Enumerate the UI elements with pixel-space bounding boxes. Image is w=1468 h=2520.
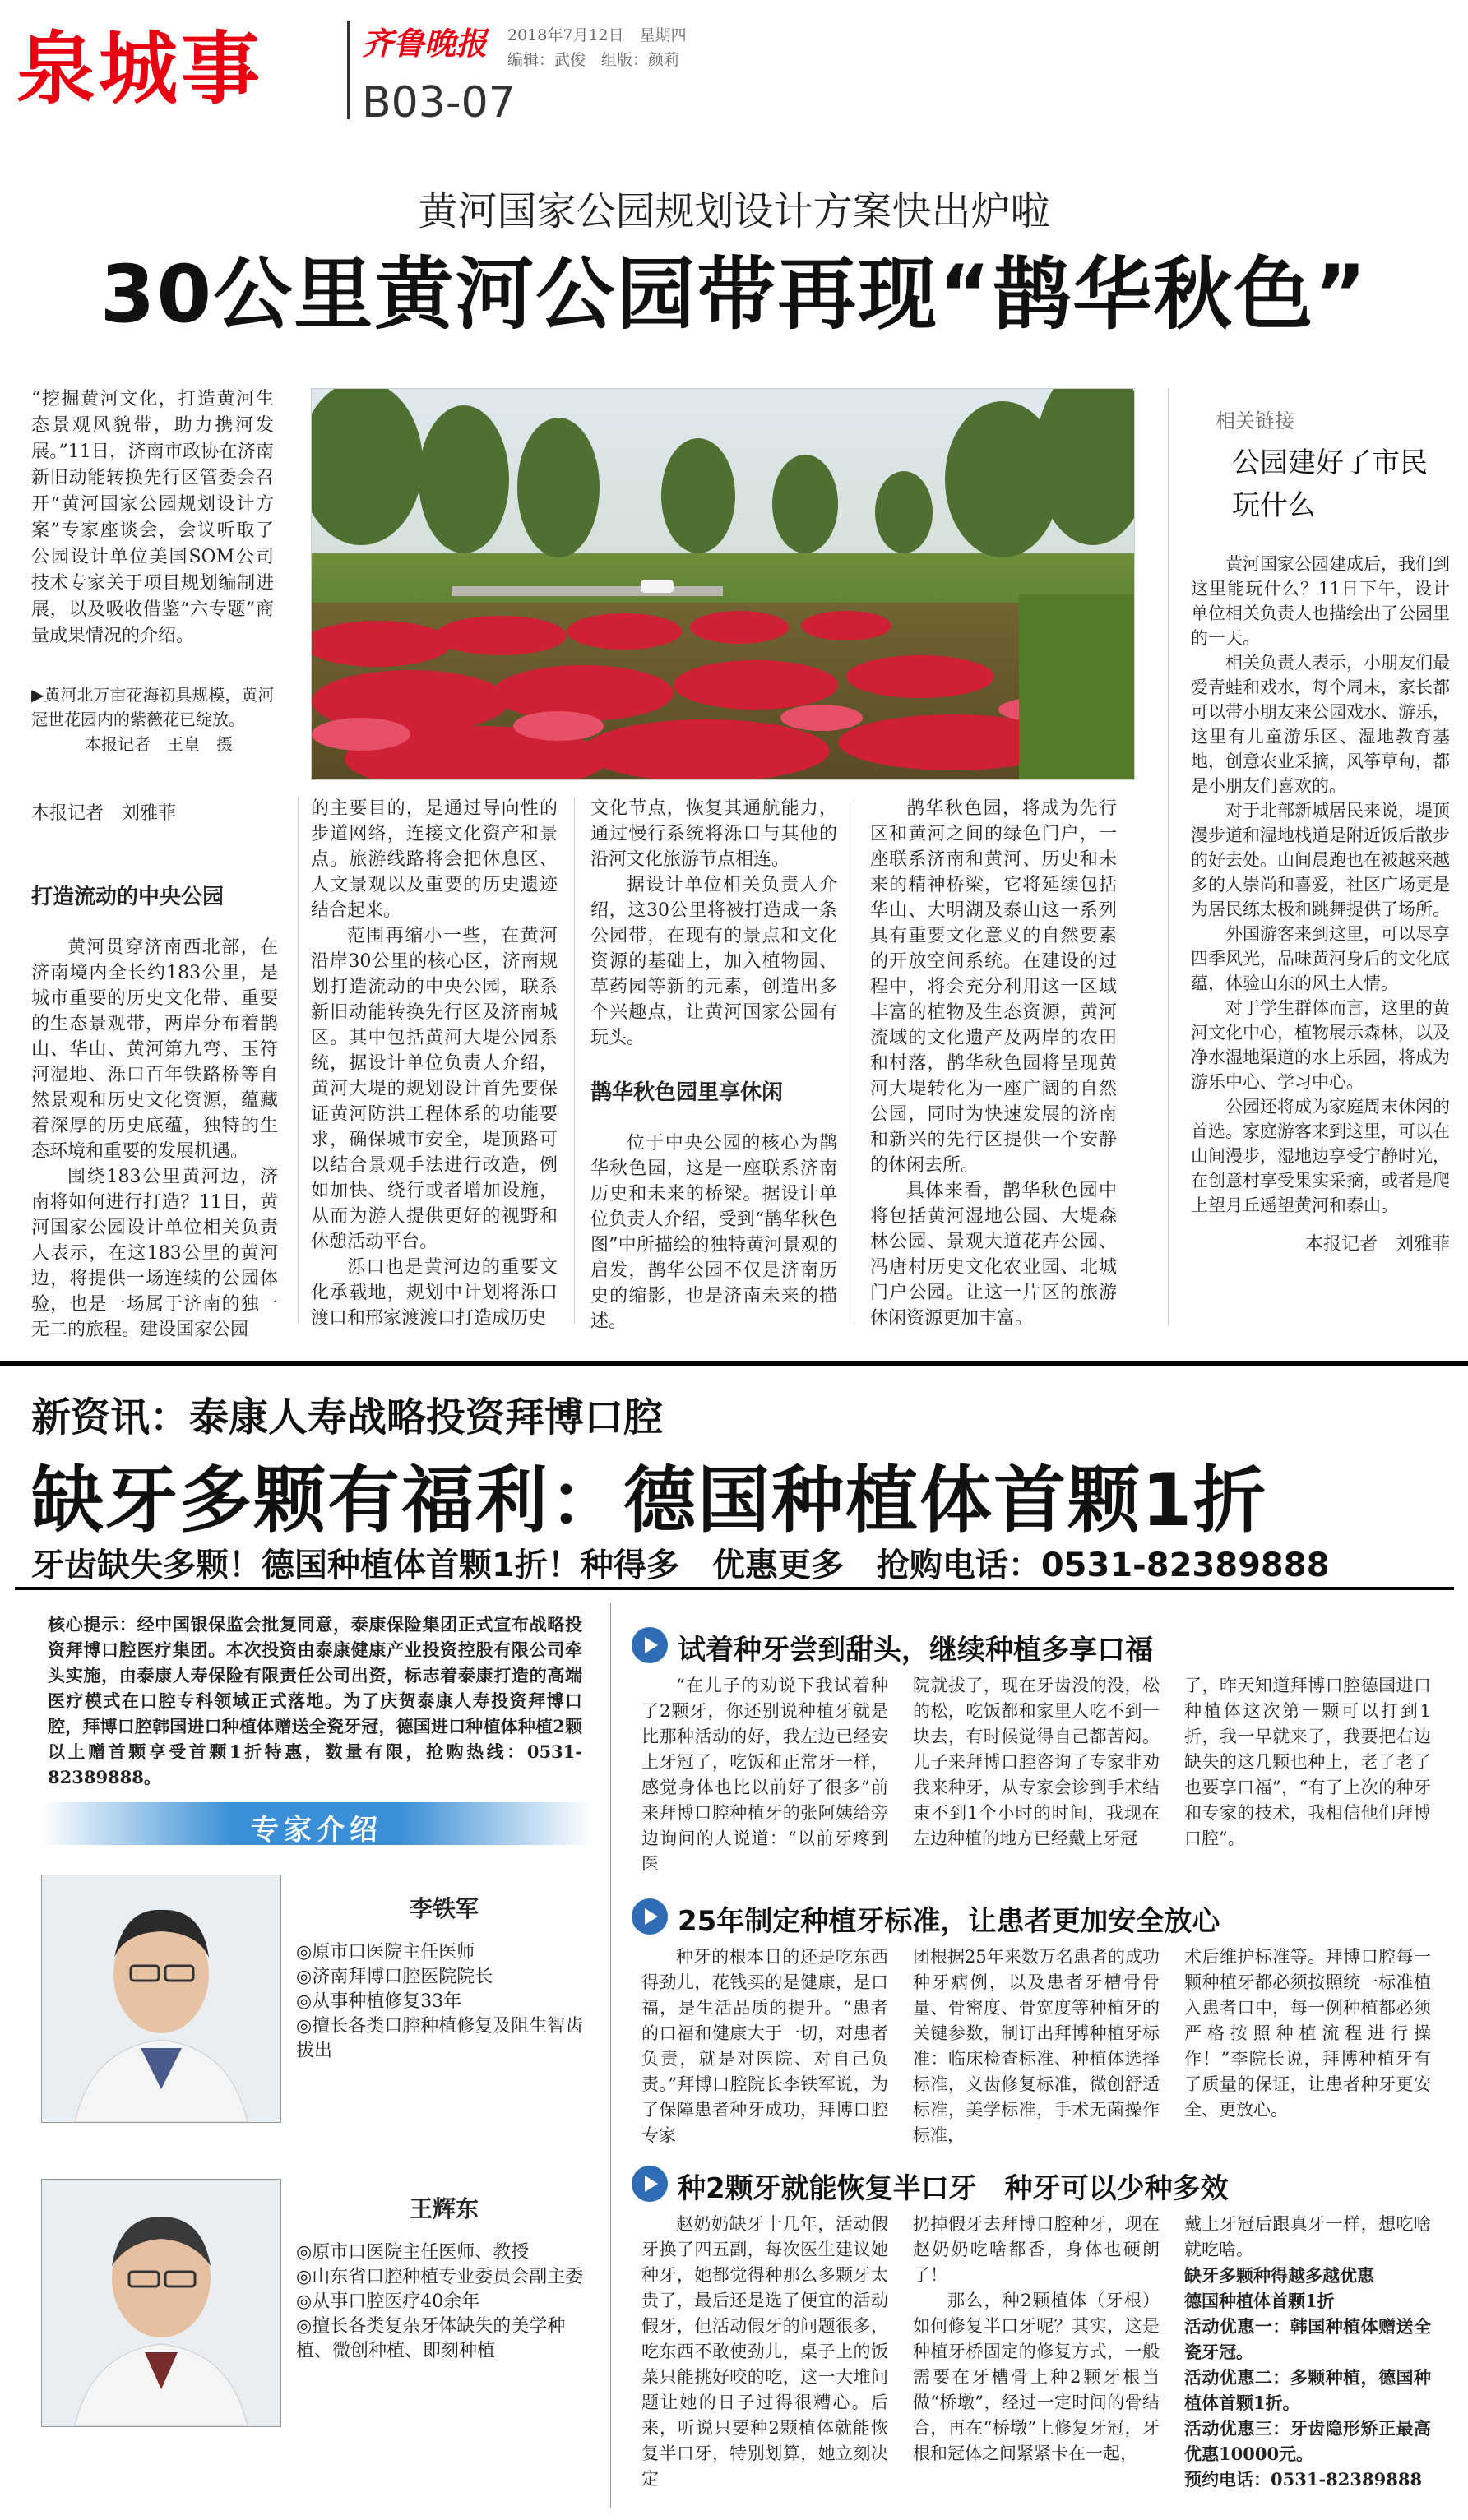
ad-offer: 德国种植体首颗1折	[1184, 2291, 1335, 2311]
photo-credit: 本报记者 王皇 摄	[85, 734, 233, 754]
article-byline: 本报记者 刘雅菲	[31, 803, 177, 824]
ad-section1-bar	[632, 1624, 1446, 1667]
column-paragraph: 鹊华秋色园，将成为先行区和黄河之间的绿色门户，一座联系济南和黄河、历史和未来的精神桥梁，它将延续包括华山、大明湖及泰山这一系列具有重要文化意义的自然要素的开放空间系统。在建设的过程中，将会充分利用这一区域丰富的植物及生态资源，黄河流域的文化遗产及两岸的农田和村落，鹊华秋色园将呈现黄河大堤转化为一座广阔的自然公园，同时为快速发展的济南和新兴的先行区提供一个安静的休闲去所。	[870, 798, 1117, 1176]
expert1-credential: ◎原市口医院主任医师	[296, 1942, 475, 1963]
sidebar-paragraph: 对于北部新城居民来说，堤顶漫步道和湿地栈道是附近饭后散步的好去处。山间晨跑也在被越来越多的人崇尚和喜爱，社区广场更是为居民练太极和跳舞提供了场所。	[1191, 801, 1450, 919]
expert2-name: 王辉东	[409, 2195, 479, 2222]
column-subhead: 鹊华秋色园里享休闲	[590, 1080, 784, 1105]
article-kicker: 黄河国家公园规划设计方案快出炉啦	[418, 188, 1050, 234]
section-name: 泉城事	[16, 23, 263, 115]
column-subhead: 打造流动的中央公园	[31, 885, 225, 909]
expert1-credential: ◎济南拜博口腔医院院长	[296, 1967, 493, 1987]
ad-section1-col3	[1184, 1673, 1431, 1852]
column-paragraph: 黄河贯穿济南西北部，在济南境内全长约183公里，是城市重要的历史文化带、重要的生态景观带，两岸分布着鹊山、华山、黄河第九弯、玉符河湿地、泺口百年铁路桥等自然景观和历史文化资源，蕴藏着深厚的历史底蕴，独特的生态环境和重要的发展机遇。	[31, 937, 278, 1162]
expert2-credential: ◎原市口医院主任医师、教授	[296, 2242, 530, 2263]
ad-section2-title: 25年制定种植牙标准，让患者更加安全放心	[678, 1905, 1220, 1938]
play-arrow-icon	[632, 1898, 668, 1935]
play-arrow-icon	[632, 2166, 668, 2202]
photo-caption-text: ▶黄河北万亩花海初具规模，黄河冠世花园内的紫薇花已绽放。	[31, 685, 275, 729]
expert2-photo	[41, 2179, 281, 2427]
expert1-credential: ◎擅长各类口腔种植修复及阻生智齿拔出	[296, 2016, 584, 2061]
page-number: B03-07	[362, 78, 516, 127]
ad-offer: 活动优惠二：多颗种植，德国种植体首颗1折。	[1184, 2367, 1431, 2413]
ad-section1-col1	[641, 1673, 888, 1877]
ad-paragraph: 那么，种2颗植体（牙根）如何修复半口牙呢？其实，这是种植牙桥固定的修复方式，一般需要在牙槽骨上种2颗牙根当做“桥墩”，经过一定时间的骨结合，再在“桥墩”上修复牙冠，牙根和冠体之间紧紧卡在一起，	[913, 2291, 1160, 2463]
expert2-credentials	[296, 2240, 592, 2364]
ad-paragraph: 院就拔了，现在牙齿没的没，松的松，吃饭都和家里人吃不到一块去，有时候觉得自己都苦闷。儿子来拜博口腔咨询了专家非劝我来种牙，从专家会诊到手术结束不到1个小时的时间，我现在左边种植的地方已经戴上牙冠	[913, 1676, 1160, 1848]
column-paragraph: 围绕183公里黄河边，济南将如何进行打造？11日，黄河国家公园设计单位相关负责人表示，在这183公里的黄河边，将提供一场连续的公园体验，也是一场属于济南的独一无二的旅程。建设国家公园	[31, 1167, 278, 1340]
masthead-divider	[347, 21, 350, 119]
expert1-photo	[41, 1875, 281, 2123]
expert1-portrait	[42, 1875, 280, 2122]
article-headline: 30公里黄河公园带再现“鹊华秋色”	[100, 248, 1368, 340]
article-column-4	[870, 796, 1117, 1331]
sidebar-paragraph: 黄河国家公园建成后，我们到这里能玩什么？11日下午，设计单位相关负责人也描绘出了公园里的一天。	[1191, 554, 1450, 648]
expert-banner-label: 专家介绍	[251, 1814, 382, 1847]
column-paragraph: 位于中央公园的核心为鹊华秋色园，这是一座联系济南历史和未来的桥梁。据设计单位负责人介绍，受到“鹊华秋色图”中所描绘的独特黄河景观的启发，鹊华公园不仅是济南历史的缩影，也是济南未来的描述。	[590, 1133, 837, 1332]
ad-offer: 活动优惠一：韩国种植体赠送全瓷牙冠。	[1184, 2316, 1431, 2362]
expert2-credential: ◎山东省口腔种植专业委员会副主委	[296, 2267, 584, 2287]
related-link-sidebar	[1191, 388, 1450, 1255]
column-paragraph: 据设计单位相关负责人介绍，这30公里将被打造成一条公园带，在现有的景点和文化资源的基础上，加入植物园、草药园等新的元素，创造出多个兴趣点，让黄河国家公园有玩头。	[590, 875, 837, 1048]
ad-paragraph: 赵奶奶缺牙十几年，活动假牙换了四五副，每次医生建议她种牙，她都觉得种那么多颗牙太贵了，最后还是选了便宜的活动假牙，但活动假牙的问题很多，吃东西不敢使劲儿，桌子上的饭菜只能挑好咬的吃，这一大堆问题让她的日子过得很糟心。后来，听说只要种2颗植体就能恢复半口牙，特别划算，她立刻决定	[641, 2214, 888, 2489]
expert1-info	[296, 1891, 592, 2064]
ad-section2-bar	[632, 1895, 1446, 1938]
masthead	[0, 0, 1468, 144]
sidebar-divider	[1168, 388, 1169, 1325]
sidebar-byline: 本报记者 刘雅菲	[1304, 1234, 1450, 1255]
ad-section2-col3	[1184, 1944, 1431, 2123]
ad-paragraph: 戴上牙冠后跟真牙一样，想吃啥就吃啥。	[1184, 2214, 1431, 2259]
ad-section3-bar	[632, 2162, 1446, 2205]
photo-image	[312, 389, 1134, 779]
ad-phone: 预约电话：0531-82389888	[1184, 2469, 1423, 2490]
article-column-1	[31, 830, 278, 1343]
ad-offer: 缺牙多颗种得越多越优惠	[1184, 2265, 1374, 2286]
ad-offer: 活动优惠三：牙齿隐形矫正最高优惠10000元。	[1184, 2418, 1431, 2464]
ad-section3-col2	[913, 2212, 1160, 2467]
ad-top-rule	[0, 1361, 1468, 1366]
expert1-credentials	[296, 1940, 592, 2064]
ad-paragraph: 了，昨天知道拜博口腔德国进口种植体这次第一颗可以打到1折，我一早就来了，我要把右边缺失的这几颗也种上，老了老了也要享口福”，“有了上次的种牙和专家的技术，我相信他们拜博口腔”。	[1184, 1676, 1431, 1848]
ad-section3-col1	[641, 2212, 888, 2492]
ad-section1-title: 试着种牙尝到甜头，继续种植多享口福	[678, 1634, 1153, 1667]
column-paragraph: 范围再缩小一些，在黄河沿岸30公里的核心区，济南规划打造流动的中央公园，联系新旧动能转换先行区及济南城区。其中包括黄河大堤公园系统，据设计单位负责人介绍，黄河大堤的规划设计首先要保证黄河防洪工程体系的功能要求，确保城市安全，堤顶路可以结合景观手法进行改造，例如加快、绕行或者增加设施，从而为游人提供更好的视野和休憩活动平台。	[311, 926, 558, 1252]
ad-headline: 缺牙多颗有福利：德国种植体首颗1折	[31, 1458, 1268, 1542]
ad-kicker: 新资讯：泰康人寿战略投资拜博口腔	[31, 1394, 664, 1440]
photo-caption	[31, 682, 286, 756]
expert1-name: 李铁军	[409, 1895, 479, 1922]
sidebar-paragraph: 公园还将成为家庭周末休闲的首选。家庭游客来到这里，可以在山间漫步，湿地边享受宁静时光，在创意村享受果实采摘，或者是爬上望月丘遥望黄河和泰山。	[1191, 1097, 1450, 1215]
expert-banner	[41, 1802, 592, 1845]
paper-logo: 齐鲁晚报	[362, 25, 488, 62]
ad-section2-col1	[641, 1944, 888, 2148]
ad-column-divider	[610, 1603, 611, 2508]
column-paragraph: 的主要目的，是通过导向性的步道网络，连接文化资产和景点。旅游线路将会把休息区、人文景观以及重要的历史遗迹结合起来。	[311, 798, 558, 921]
column-divider	[298, 798, 299, 1324]
expert2-portrait	[42, 2180, 280, 2426]
ad-rule	[15, 1587, 1454, 1590]
sidebar-tag: 相关链接	[1216, 409, 1294, 432]
article-column-3	[590, 796, 837, 1334]
expert2-credential: ◎擅长各类复杂牙体缺失的美学种植、微创种植、即刻种植	[296, 2316, 566, 2361]
ad-paragraph: “在儿子的劝说下我试着种了2颗牙，你还别说种植牙就是比那种活动的好，我左边已经安上牙冠了，吃饭和正常牙一样，感觉身体也比以前好了很多”前来拜博口腔种植牙的张阿姨给旁边询问的人说道：“以前牙疼到医	[641, 1676, 888, 1874]
expert2-credential: ◎从事口腔医疗40余年	[296, 2291, 480, 2312]
column-paragraph: 文化节点，恢复其通航能力，通过慢行系统将泺口与其他的沿河文化旅游节点相连。	[590, 798, 837, 870]
expert2-info	[296, 2191, 592, 2364]
flower-field-photo	[311, 388, 1135, 780]
sidebar-paragraph: 外国游客来到这里，可以尽享四季风光，品味黄河身后的文化底蕴，体验山东的风土人情。	[1191, 924, 1450, 993]
column-paragraph: 泺口也是黄河边的重要文化承载地，规划中计划将泺口渡口和邢家渡渡口打造成历史	[311, 1257, 558, 1329]
ad-section1-col2	[913, 1673, 1160, 1852]
article-column-2	[311, 796, 558, 1331]
ad-paragraph: 扔掉假牙去拜博口腔种牙，现在赵奶奶吃啥都香，身体也硬朗了！	[913, 2214, 1160, 2285]
sidebar-paragraph: 相关负责人表示，小朋友们最爱青蛙和戏水，每个周末，家长都可以带小朋友来公园戏水、游乐，这里有儿童游乐区、湿地教育基地，创意农业采摘，风筝草甸，都是小朋友们喜欢的。	[1191, 653, 1450, 796]
play-arrow-icon	[632, 1627, 668, 1663]
issue-date: 2018年7月12日 星期四	[507, 26, 687, 44]
ad-section3-col3	[1184, 2212, 1431, 2492]
sidebar-paragraph: 对于学生群体而言，这里的黄河文化中心，植物展示森林，以及净水湿地渠道的水上乐园，将成为游乐中心、学习中心。	[1191, 998, 1450, 1092]
ad-subline: 牙齿缺失多颗！德国种植体首颗1折！种得多 优惠更多 抢购电话：0531-82389888	[31, 1547, 1330, 1584]
column-divider	[574, 798, 575, 1324]
ad-section2-col2	[913, 1944, 1160, 2148]
sidebar-title: 公园建好了市民玩什么	[1232, 446, 1428, 522]
ad-paragraph: 种牙的根本目的还是吃东西得劲儿，花钱买的是健康，是口福，是生活品质的提升。“患者的口福和健康大于一切，对患者负责，就是对医院、对自己负责。”拜博口腔院长李铁军说，为了保障患者种牙成功，拜博口腔专家	[641, 1947, 888, 2145]
article-lead: “挖掘黄河文化，打造黄河生态景观风貌带，助力携河发展。”11日，济南市政协在济南新旧动能转换先行区管委会召开“黄河国家公园规划设计方案”专家座谈会，会议听取了公园设计单位美国SOM公司技术专家关于项目规划编制进展，以及吸收借鉴“六专题”商量成果情况的介绍。	[31, 389, 274, 646]
expert1-credential: ◎从事种植修复33年	[296, 1991, 462, 2012]
ad-paragraph: 团根据25年来数万名患者的成功种牙病例，以及患者牙槽骨骨量、骨密度、骨宽度等种植牙的关键参数，制订出拜博种植牙标准：临床检查标准、种植体选择标准，义齿修复标准，微创舒适标准，美学标准，手术无菌操作标准，	[913, 1947, 1160, 2145]
ad-paragraph: 术后维护标准等。拜博口腔每一颗种植牙都必须按照统一标准植入患者口中，每一例种植都必须严格按照种植流程进行操作！”李院长说，拜博种植牙有了质量的保证，让患者种牙更安全、更放心。	[1184, 1947, 1431, 2120]
ad-section3-title: 种2颗牙就能恢复半口牙 种牙可以少种多效	[678, 2172, 1229, 2205]
column-paragraph: 具体来看，鹊华秋色园中将包括黄河湿地公园、大堤森林公园、景观大道花卉公园、冯唐村历史文化农业园、北城门户公园。让这一片区的旅游休闲资源更加丰富。	[870, 1181, 1117, 1329]
editors-line: 编辑：武俊 组版：颜莉	[507, 51, 680, 69]
ad-intro: 核心提示：经中国银保监会批复同意，泰康保险集团正式宣布战略投资拜博口腔医疗集团。本次投资由泰康健康产业投资控股有限公司牵头实施，由泰康人寿保险有限责任公司出资，标志着泰康打造的高端医疗模式在口腔专科领域正式落地。为了庆贺泰康人寿投资拜博口腔，拜博口腔韩国进口种植体赠送全瓷牙冠，德国进口种植体种植2颗以上赠首颗享受首颗1折特惠，数量有限，抢购热线：0531-82389888。	[48, 1614, 582, 1787]
